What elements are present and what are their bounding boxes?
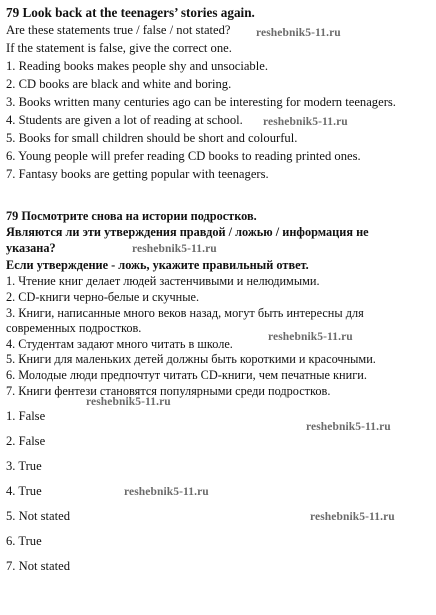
watermark: reshebnik5-11.ru [310,511,395,523]
statement-en-6: 6. Young people will prefer reading CD books to reading printed ones. [6,149,361,163]
statement-ru-6: 6. Молодые люди предпочтут читать CD-книги, чем печатные книги. [6,368,367,382]
statement-ru-2: 2. CD-книги черно-белые и скучные. [6,290,200,304]
watermark: reshebnik5-11.ru [86,396,171,408]
watermark: reshebnik5-11.ru [256,27,341,39]
exercise-question-english: Are these statements true / false / not stated? [6,23,231,37]
statement-ru-1: 1. Чтение книг делает людей застенчивыми и нелюдимыми. [6,274,320,288]
statement-ru-3-cont: современных подростков. [6,321,142,335]
exercise-instruction-russian: Если утверждение - ложь, укажите правильный ответ. [6,258,309,272]
statement-ru-7: 7. Книги фентези становятся популярными среди подростков. [6,384,331,398]
watermark: reshebnik5-11.ru [306,421,391,433]
statement-en-2: 2. CD books are black and white and boring. [6,77,232,91]
exercise-question-russian-line2: указана? [6,241,56,255]
statement-en-3: 3. Books written many centuries ago can be interesting for modern teenagers. [6,95,396,109]
answer-5: 5. Not stated [6,509,71,523]
watermark: reshebnik5-11.ru [268,331,353,343]
answer-2: 2. False [6,434,46,448]
statement-en-7: 7. Fantasy books are getting popular with teenagers. [6,167,269,181]
exercise-title-russian: 79 Посмотрите снова на истории подростков. [6,209,257,223]
exercise-question-russian-line1: Являются ли эти утверждения правдой / ложью / информация не [6,225,369,239]
answer-3: 3. True [6,459,42,473]
exercise-title-english: 79 Look back at the teenagers’ stories again. [6,5,255,20]
watermark: reshebnik5-11.ru [263,116,348,128]
statement-ru-5: 5. Книги для маленьких детей должны быть короткими и красочными. [6,352,376,366]
statement-en-5: 5. Books for small children should be short and colourful. [6,131,298,145]
answer-7: 7. Not stated [6,559,71,573]
statement-en-1: 1. Reading books makes people shy and unsociable. [6,59,268,73]
exercise-instruction-english: If the statement is false, give the correct one. [6,41,232,55]
statement-en-4: 4. Students are given a lot of reading at school. [6,113,243,127]
answer-1: 1. False [6,409,46,423]
watermark: reshebnik5-11.ru [124,486,209,498]
statement-ru-3: 3. Книги, написанные много веков назад, могут быть интересны для [6,306,364,320]
statement-ru-4: 4. Студентам задают много читать в школе. [6,337,233,351]
watermark: reshebnik5-11.ru [132,243,217,255]
answer-6: 6. True [6,534,42,548]
answer-4: 4. True [6,484,42,498]
